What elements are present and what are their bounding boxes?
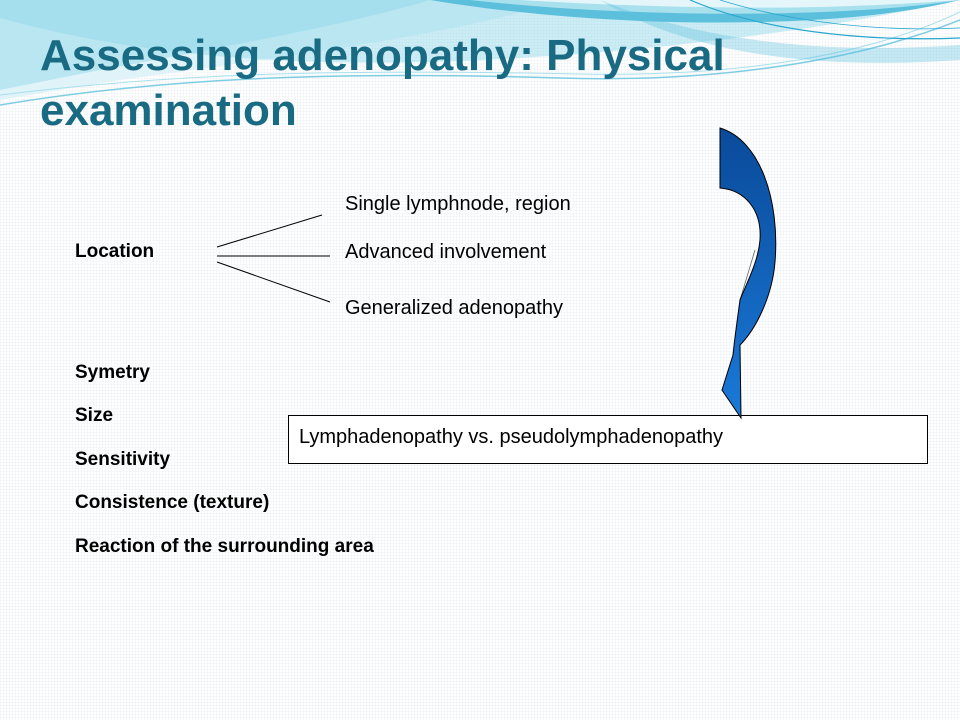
callout-box	[288, 415, 928, 464]
criterion-sensitivity: Sensitivity	[75, 449, 171, 470]
criterion-consistence: Consistence (texture)	[75, 492, 270, 513]
criterion-size: Size	[75, 405, 114, 426]
location-label: Location	[75, 241, 155, 262]
criterion-symetry: Symetry	[75, 362, 150, 383]
criterion-surrounding-reaction: Reaction of the surrounding area	[75, 536, 374, 557]
slide-title: Assessing adenopathy: Physical examination	[40, 31, 725, 135]
callout-text: Lymphadenopathy vs. pseudolymphadenopathy	[299, 426, 724, 448]
branch-generalized-adenopathy: Generalized adenopathy	[345, 297, 563, 319]
branch-advanced-involvement: Advanced involvement	[345, 241, 547, 263]
branch-single-lymphnode: Single lymphnode, region	[345, 193, 571, 215]
